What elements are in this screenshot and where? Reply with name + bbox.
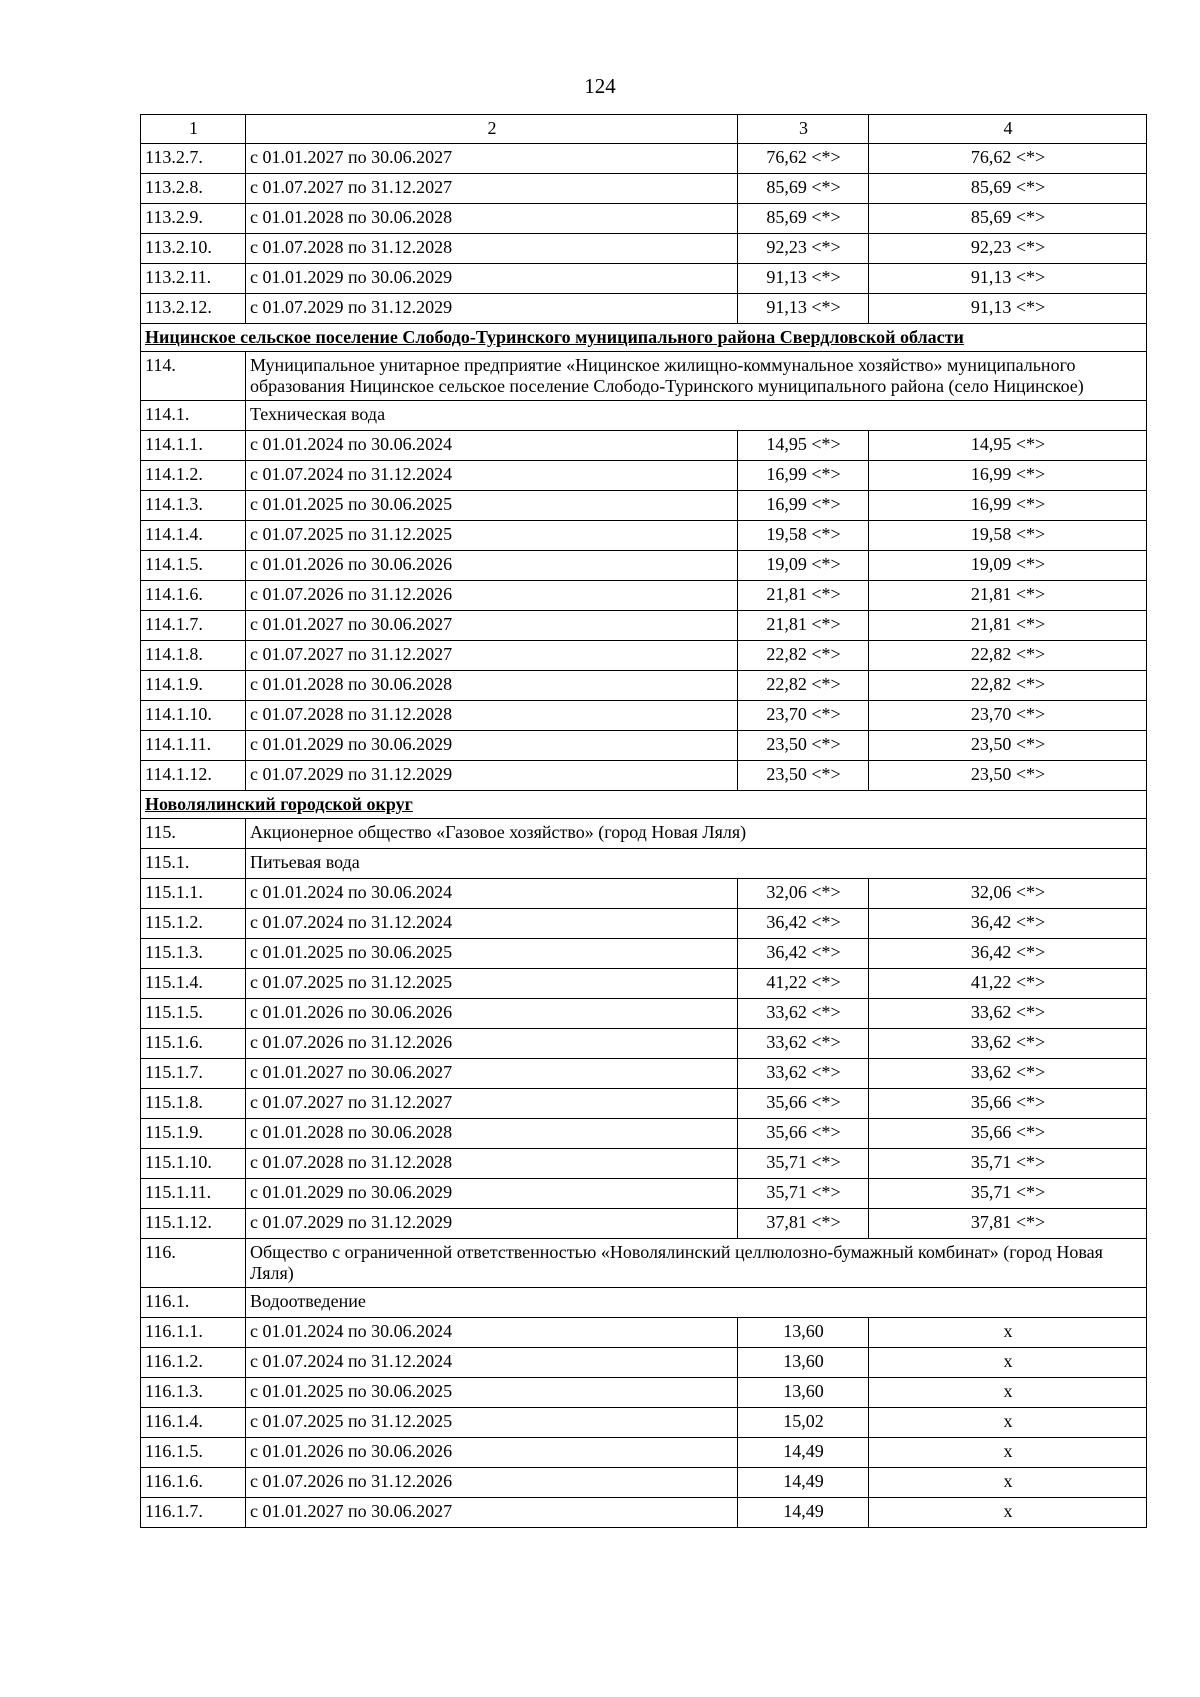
section-heading: Ницинское сельское поселение Слободо-Туринского муниципального района Свердловской области xyxy=(141,324,1147,352)
period: с 01.07.2027 по 31.12.2027 xyxy=(246,641,738,671)
item-number: 113.2.8. xyxy=(141,174,246,204)
organization-row xyxy=(141,1239,1147,1288)
column-header-1: 1 xyxy=(141,115,246,144)
tariff-value-col3: 19,58 <*> xyxy=(738,521,869,551)
period: с 01.01.2024 по 30.06.2024 xyxy=(246,879,738,909)
table-row xyxy=(141,1179,1147,1209)
organization-name: Муниципальное унитарное предприятие «Ницинское жилищно-коммунальное хозяйство» муниципального образования Ницинское сельское поселение Слободо-Туринского муниципального района (село Ницинское) xyxy=(246,352,1147,401)
item-number: 114.1.2. xyxy=(141,461,246,491)
table-row xyxy=(141,641,1147,671)
period: с 01.07.2026 по 31.12.2026 xyxy=(246,1029,738,1059)
tariff-value-col3: 13,60 xyxy=(738,1348,869,1378)
table-row xyxy=(141,939,1147,969)
tariff-value-col3: 91,13 <*> xyxy=(738,264,869,294)
item-number: 116.1.6. xyxy=(141,1468,246,1498)
table-row xyxy=(141,909,1147,939)
table-row xyxy=(141,1089,1147,1119)
period: с 01.07.2029 по 31.12.2029 xyxy=(246,761,738,791)
tariff-value-col3: 14,49 xyxy=(738,1498,869,1528)
table-row xyxy=(141,671,1147,701)
table-row xyxy=(141,1029,1147,1059)
table-row xyxy=(141,1209,1147,1239)
period: с 01.01.2028 по 30.06.2028 xyxy=(246,671,738,701)
period: с 01.07.2025 по 31.12.2025 xyxy=(246,1408,738,1438)
period: с 01.01.2029 по 30.06.2029 xyxy=(246,1179,738,1209)
tariff-value-col3: 33,62 <*> xyxy=(738,999,869,1029)
table-row xyxy=(141,551,1147,581)
tariff-value-col3: 41,22 <*> xyxy=(738,969,869,999)
page-number: 124 xyxy=(584,74,616,98)
table-row xyxy=(141,204,1147,234)
tariff-value-col4: 32,06 <*> xyxy=(869,879,1147,909)
organization-name: Акционерное общество «Газовое хозяйство» (город Новая Ляля) xyxy=(246,819,1147,849)
period: с 01.07.2028 по 31.12.2028 xyxy=(246,1149,738,1179)
tariff-value-col3: 35,66 <*> xyxy=(738,1119,869,1149)
tariff-value-col3: 35,66 <*> xyxy=(738,1089,869,1119)
tariff-value-col4: 19,09 <*> xyxy=(869,551,1147,581)
column-header-3: 3 xyxy=(738,115,869,144)
tariff-value-col3: 16,99 <*> xyxy=(738,461,869,491)
period: с 01.01.2025 по 30.06.2025 xyxy=(246,491,738,521)
period: с 01.01.2024 по 30.06.2024 xyxy=(246,1318,738,1348)
tariff-value-col4: 16,99 <*> xyxy=(869,461,1147,491)
item-number: 115.1.7. xyxy=(141,1059,246,1089)
period: с 01.07.2029 по 31.12.2029 xyxy=(246,1209,738,1239)
organization-name: Водоотведение xyxy=(246,1288,1147,1318)
table-row xyxy=(141,461,1147,491)
table-row xyxy=(141,701,1147,731)
table-row xyxy=(141,879,1147,909)
table-row xyxy=(141,521,1147,551)
table-header-row xyxy=(141,115,1147,144)
table-row xyxy=(141,1438,1147,1468)
tariff-value-col3: 35,71 <*> xyxy=(738,1149,869,1179)
tariff-value-col4: 23,50 <*> xyxy=(869,731,1147,761)
tariff-value-col4: x xyxy=(869,1408,1147,1438)
item-number: 114.1.3. xyxy=(141,491,246,521)
tariff-value-col3: 85,69 <*> xyxy=(738,204,869,234)
tariff-value-col4: 16,99 <*> xyxy=(869,491,1147,521)
item-number: 115. xyxy=(141,819,246,849)
period: с 01.07.2026 по 31.12.2026 xyxy=(246,1468,738,1498)
period: с 01.01.2025 по 30.06.2025 xyxy=(246,939,738,969)
period: с 01.01.2027 по 30.06.2027 xyxy=(246,1498,738,1528)
column-header-2: 2 xyxy=(246,115,738,144)
column-header-4: 4 xyxy=(869,115,1147,144)
item-number: 114.1.7. xyxy=(141,611,246,641)
period: с 01.07.2024 по 31.12.2024 xyxy=(246,1348,738,1378)
tariff-value-col3: 23,50 <*> xyxy=(738,731,869,761)
table-row xyxy=(141,1378,1147,1408)
tariff-value-col4: 85,69 <*> xyxy=(869,204,1147,234)
table-row xyxy=(141,581,1147,611)
period: с 01.01.2027 по 30.06.2027 xyxy=(246,611,738,641)
organization-row xyxy=(141,849,1147,879)
period: с 01.01.2028 по 30.06.2028 xyxy=(246,204,738,234)
table-row xyxy=(141,1059,1147,1089)
tariff-value-col4: 35,66 <*> xyxy=(869,1089,1147,1119)
item-number: 115.1.8. xyxy=(141,1089,246,1119)
tariff-value-col4: 37,81 <*> xyxy=(869,1209,1147,1239)
tariff-value-col3: 35,71 <*> xyxy=(738,1179,869,1209)
period: с 01.07.2027 по 31.12.2027 xyxy=(246,1089,738,1119)
item-number: 113.2.7. xyxy=(141,144,246,174)
item-number: 115.1.9. xyxy=(141,1119,246,1149)
tariff-value-col4: 36,42 <*> xyxy=(869,939,1147,969)
tariff-value-col4: 19,58 <*> xyxy=(869,521,1147,551)
period: с 01.07.2025 по 31.12.2025 xyxy=(246,521,738,551)
section-heading-row xyxy=(141,324,1147,352)
item-number: 116. xyxy=(141,1239,246,1288)
period: с 01.01.2029 по 30.06.2029 xyxy=(246,731,738,761)
item-number: 114. xyxy=(141,352,246,401)
period: с 01.07.2028 по 31.12.2028 xyxy=(246,234,738,264)
organization-row xyxy=(141,401,1147,431)
item-number: 114.1.12. xyxy=(141,761,246,791)
tariff-value-col3: 14,49 xyxy=(738,1468,869,1498)
item-number: 116.1.7. xyxy=(141,1498,246,1528)
item-number: 114.1.9. xyxy=(141,671,246,701)
period: с 01.01.2026 по 30.06.2026 xyxy=(246,551,738,581)
tariff-value-col3: 36,42 <*> xyxy=(738,909,869,939)
table-row xyxy=(141,1119,1147,1149)
tariff-value-col4: x xyxy=(869,1438,1147,1468)
tariff-value-col3: 21,81 <*> xyxy=(738,611,869,641)
item-number: 114.1.6. xyxy=(141,581,246,611)
period: с 01.07.2024 по 31.12.2024 xyxy=(246,909,738,939)
item-number: 116.1. xyxy=(141,1288,246,1318)
item-number: 114.1.4. xyxy=(141,521,246,551)
item-number: 115.1.2. xyxy=(141,909,246,939)
tariff-value-col4: 33,62 <*> xyxy=(869,1029,1147,1059)
tariff-value-col4: 35,71 <*> xyxy=(869,1149,1147,1179)
tariff-value-col4: 91,13 <*> xyxy=(869,294,1147,324)
item-number: 114.1.11. xyxy=(141,731,246,761)
tariff-table-body xyxy=(141,115,1147,1528)
section-heading: Новолялинский городской округ xyxy=(141,791,1147,819)
organization-name: Техническая вода xyxy=(246,401,1147,431)
tariff-value-col3: 13,60 xyxy=(738,1318,869,1348)
tariff-value-col4: 91,13 <*> xyxy=(869,264,1147,294)
item-number: 116.1.5. xyxy=(141,1438,246,1468)
period: с 01.01.2029 по 30.06.2029 xyxy=(246,264,738,294)
table-row xyxy=(141,761,1147,791)
tariff-value-col3: 91,13 <*> xyxy=(738,294,869,324)
period: с 01.01.2026 по 30.06.2026 xyxy=(246,1438,738,1468)
period: с 01.07.2028 по 31.12.2028 xyxy=(246,701,738,731)
tariff-value-col3: 33,62 <*> xyxy=(738,1059,869,1089)
tariff-value-col3: 19,09 <*> xyxy=(738,551,869,581)
tariff-value-col4: x xyxy=(869,1378,1147,1408)
table-row xyxy=(141,294,1147,324)
table-row xyxy=(141,264,1147,294)
item-number: 115.1.3. xyxy=(141,939,246,969)
organization-row xyxy=(141,1288,1147,1318)
tariff-value-col3: 23,50 <*> xyxy=(738,761,869,791)
tariff-value-col3: 16,99 <*> xyxy=(738,491,869,521)
period: с 01.01.2026 по 30.06.2026 xyxy=(246,999,738,1029)
tariff-value-col3: 37,81 <*> xyxy=(738,1209,869,1239)
tariff-value-col3: 33,62 <*> xyxy=(738,1029,869,1059)
item-number: 114.1.5. xyxy=(141,551,246,581)
period: с 01.07.2027 по 31.12.2027 xyxy=(246,174,738,204)
period: с 01.07.2024 по 31.12.2024 xyxy=(246,461,738,491)
tariff-value-col4: 21,81 <*> xyxy=(869,611,1147,641)
period: с 01.07.2026 по 31.12.2026 xyxy=(246,581,738,611)
item-number: 115.1.5. xyxy=(141,999,246,1029)
item-number: 116.1.2. xyxy=(141,1348,246,1378)
tariff-value-col4: 41,22 <*> xyxy=(869,969,1147,999)
organization-name: Питьевая вода xyxy=(246,849,1147,879)
period: с 01.07.2029 по 31.12.2029 xyxy=(246,294,738,324)
item-number: 113.2.9. xyxy=(141,204,246,234)
table-row xyxy=(141,1468,1147,1498)
table-row xyxy=(141,1149,1147,1179)
tariff-value-col3: 32,06 <*> xyxy=(738,879,869,909)
item-number: 114.1. xyxy=(141,401,246,431)
item-number: 113.2.10. xyxy=(141,234,246,264)
item-number: 115.1.4. xyxy=(141,969,246,999)
tariff-value-col4: 22,82 <*> xyxy=(869,641,1147,671)
tariff-value-col4: 14,95 <*> xyxy=(869,431,1147,461)
item-number: 114.1.1. xyxy=(141,431,246,461)
tariff-value-col4: x xyxy=(869,1498,1147,1528)
tariff-value-col4: 22,82 <*> xyxy=(869,671,1147,701)
section-heading-row xyxy=(141,791,1147,819)
item-number: 115.1.1. xyxy=(141,879,246,909)
tariff-table xyxy=(140,114,1147,1528)
tariff-value-col4: 35,71 <*> xyxy=(869,1179,1147,1209)
tariff-value-col4: 23,50 <*> xyxy=(869,761,1147,791)
tariff-value-col3: 22,82 <*> xyxy=(738,671,869,701)
tariff-value-col3: 85,69 <*> xyxy=(738,174,869,204)
tariff-value-col4: 36,42 <*> xyxy=(869,909,1147,939)
tariff-value-col4: 33,62 <*> xyxy=(869,999,1147,1029)
item-number: 115.1.10. xyxy=(141,1149,246,1179)
tariff-value-col4: x xyxy=(869,1318,1147,1348)
tariff-value-col4: 33,62 <*> xyxy=(869,1059,1147,1089)
item-number: 113.2.12. xyxy=(141,294,246,324)
item-number: 115.1. xyxy=(141,849,246,879)
tariff-value-col3: 92,23 <*> xyxy=(738,234,869,264)
organization-row xyxy=(141,819,1147,849)
tariff-value-col3: 13,60 xyxy=(738,1378,869,1408)
item-number: 116.1.4. xyxy=(141,1408,246,1438)
item-number: 116.1.3. xyxy=(141,1378,246,1408)
tariff-value-col4: 92,23 <*> xyxy=(869,234,1147,264)
item-number: 115.1.11. xyxy=(141,1179,246,1209)
tariff-value-col4: x xyxy=(869,1468,1147,1498)
table-row xyxy=(141,144,1147,174)
tariff-value-col3: 23,70 <*> xyxy=(738,701,869,731)
item-number: 115.1.6. xyxy=(141,1029,246,1059)
period: с 01.01.2028 по 30.06.2028 xyxy=(246,1119,738,1149)
tariff-value-col4: x xyxy=(869,1348,1147,1378)
period: с 01.01.2025 по 30.06.2025 xyxy=(246,1378,738,1408)
item-number: 116.1.1. xyxy=(141,1318,246,1348)
table-row xyxy=(141,999,1147,1029)
tariff-value-col3: 76,62 <*> xyxy=(738,144,869,174)
tariff-value-col4: 23,70 <*> xyxy=(869,701,1147,731)
table-row xyxy=(141,1498,1147,1528)
period: с 01.01.2027 по 30.06.2027 xyxy=(246,144,738,174)
tariff-value-col3: 21,81 <*> xyxy=(738,581,869,611)
organization-row xyxy=(141,352,1147,401)
table-row xyxy=(141,1408,1147,1438)
tariff-value-col4: 76,62 <*> xyxy=(869,144,1147,174)
item-number: 114.1.10. xyxy=(141,701,246,731)
tariff-value-col3: 22,82 <*> xyxy=(738,641,869,671)
table-row xyxy=(141,1318,1147,1348)
table-row xyxy=(141,969,1147,999)
table-row xyxy=(141,431,1147,461)
tariff-value-col4: 21,81 <*> xyxy=(869,581,1147,611)
period: с 01.01.2027 по 30.06.2027 xyxy=(246,1059,738,1089)
table-row xyxy=(141,611,1147,641)
item-number: 114.1.8. xyxy=(141,641,246,671)
table-row xyxy=(141,1348,1147,1378)
item-number: 113.2.11. xyxy=(141,264,246,294)
table-row xyxy=(141,174,1147,204)
table-row xyxy=(141,234,1147,264)
item-number: 115.1.12. xyxy=(141,1209,246,1239)
tariff-value-col4: 85,69 <*> xyxy=(869,174,1147,204)
table-row xyxy=(141,491,1147,521)
organization-name: Общество с ограниченной ответственностью «Новолялинский целлюлозно-бумажный комбинат» (город Новая Ляля) xyxy=(246,1239,1147,1288)
tariff-value-col3: 14,49 xyxy=(738,1438,869,1468)
tariff-value-col3: 14,95 <*> xyxy=(738,431,869,461)
tariff-value-col3: 15,02 xyxy=(738,1408,869,1438)
period: с 01.01.2024 по 30.06.2024 xyxy=(246,431,738,461)
period: с 01.07.2025 по 31.12.2025 xyxy=(246,969,738,999)
tariff-value-col4: 35,66 <*> xyxy=(869,1119,1147,1149)
tariff-value-col3: 36,42 <*> xyxy=(738,939,869,969)
table-row xyxy=(141,731,1147,761)
